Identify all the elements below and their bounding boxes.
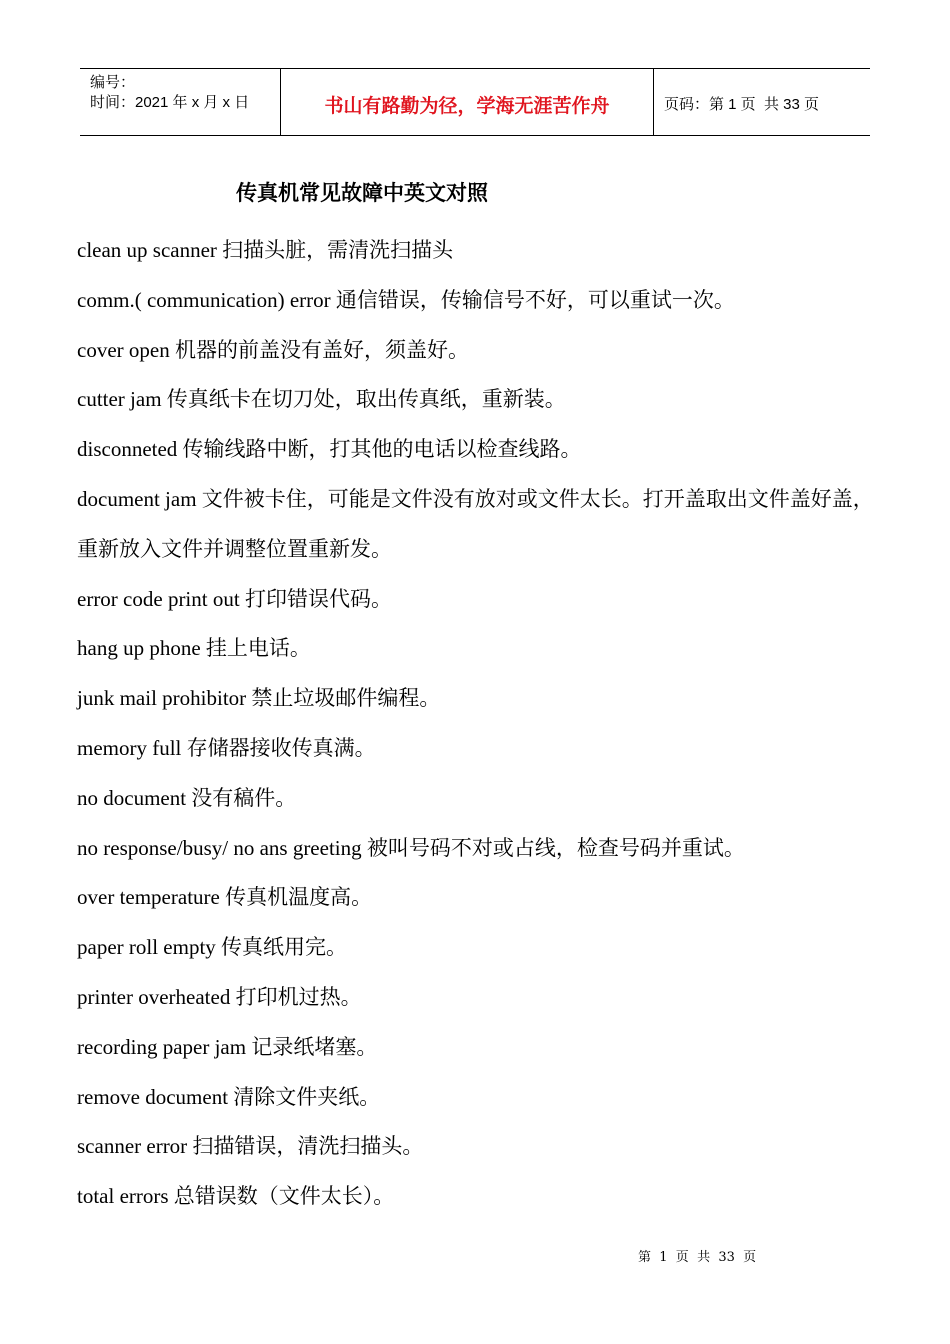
list-item: document jam 文件被卡住，可能是文件没有放对或文件太长。打开盖取出文件盖好盖，重新放入文件并调整位置重新发。 — [77, 486, 874, 561]
number-label: 编号： — [90, 74, 136, 91]
list-item: remove document 清除文件夹纸。 — [77, 1084, 381, 1109]
list-item: cover open 机器的前盖没有盖好，须盖好。 — [77, 337, 469, 362]
list-item: no document 没有稿件。 — [77, 785, 297, 810]
list-item: no response/busy/ no ans greeting 被叫号码不对或占线，检查号码并重试。 — [77, 835, 745, 860]
list-item: over temperature 传真机温度高。 — [77, 885, 373, 910]
page-footer: 第 1 页 共 33 页 — [638, 1250, 757, 1265]
entry-list — [77, 226, 887, 1222]
page-info: 页码：第 1 页 共 33 页 — [664, 95, 820, 113]
list-item: clean up scanner 扫描头脏，需清洗扫描头 — [77, 238, 454, 262]
list-item: cutter jam 传真纸卡在切刀处，取出传真纸，重新装。 — [77, 387, 566, 412]
time-label: 时间：2021 年 x 月 x 日 — [90, 94, 250, 111]
document-title: 传真机常见故障中英文对照 — [236, 180, 488, 205]
list-item: paper roll empty 传真纸用完。 — [77, 935, 348, 960]
list-item: printer overheated 打印机过热。 — [77, 984, 362, 1009]
list-item: memory full 存储器接收传真满。 — [77, 735, 376, 760]
list-item: disconneted 传输线路中断，打其他的电话以检查线路。 — [77, 437, 582, 462]
motto-text: 书山有路勤为径，学海无涯苦作舟 — [324, 94, 610, 117]
list-item: total errors 总错误数（文件太长）。 — [77, 1184, 395, 1209]
list-item: error code print out 打印错误代码。 — [77, 586, 392, 611]
header-page-cell — [654, 69, 870, 135]
list-item: recording paper jam 记录纸堵塞。 — [77, 1034, 378, 1059]
list-item: hang up phone 挂上电话。 — [77, 636, 311, 661]
list-item: junk mail prohibitor 禁止垃圾邮件编程。 — [77, 686, 441, 711]
header-table — [80, 68, 870, 136]
header-motto-cell — [281, 69, 654, 135]
list-item: scanner error 扫描错误，清洗扫描头。 — [77, 1134, 424, 1159]
header-meta-cell — [80, 69, 281, 135]
list-item: comm.( communication) error 通信错误，传输信号不好，可以重试一次。 — [77, 287, 735, 312]
